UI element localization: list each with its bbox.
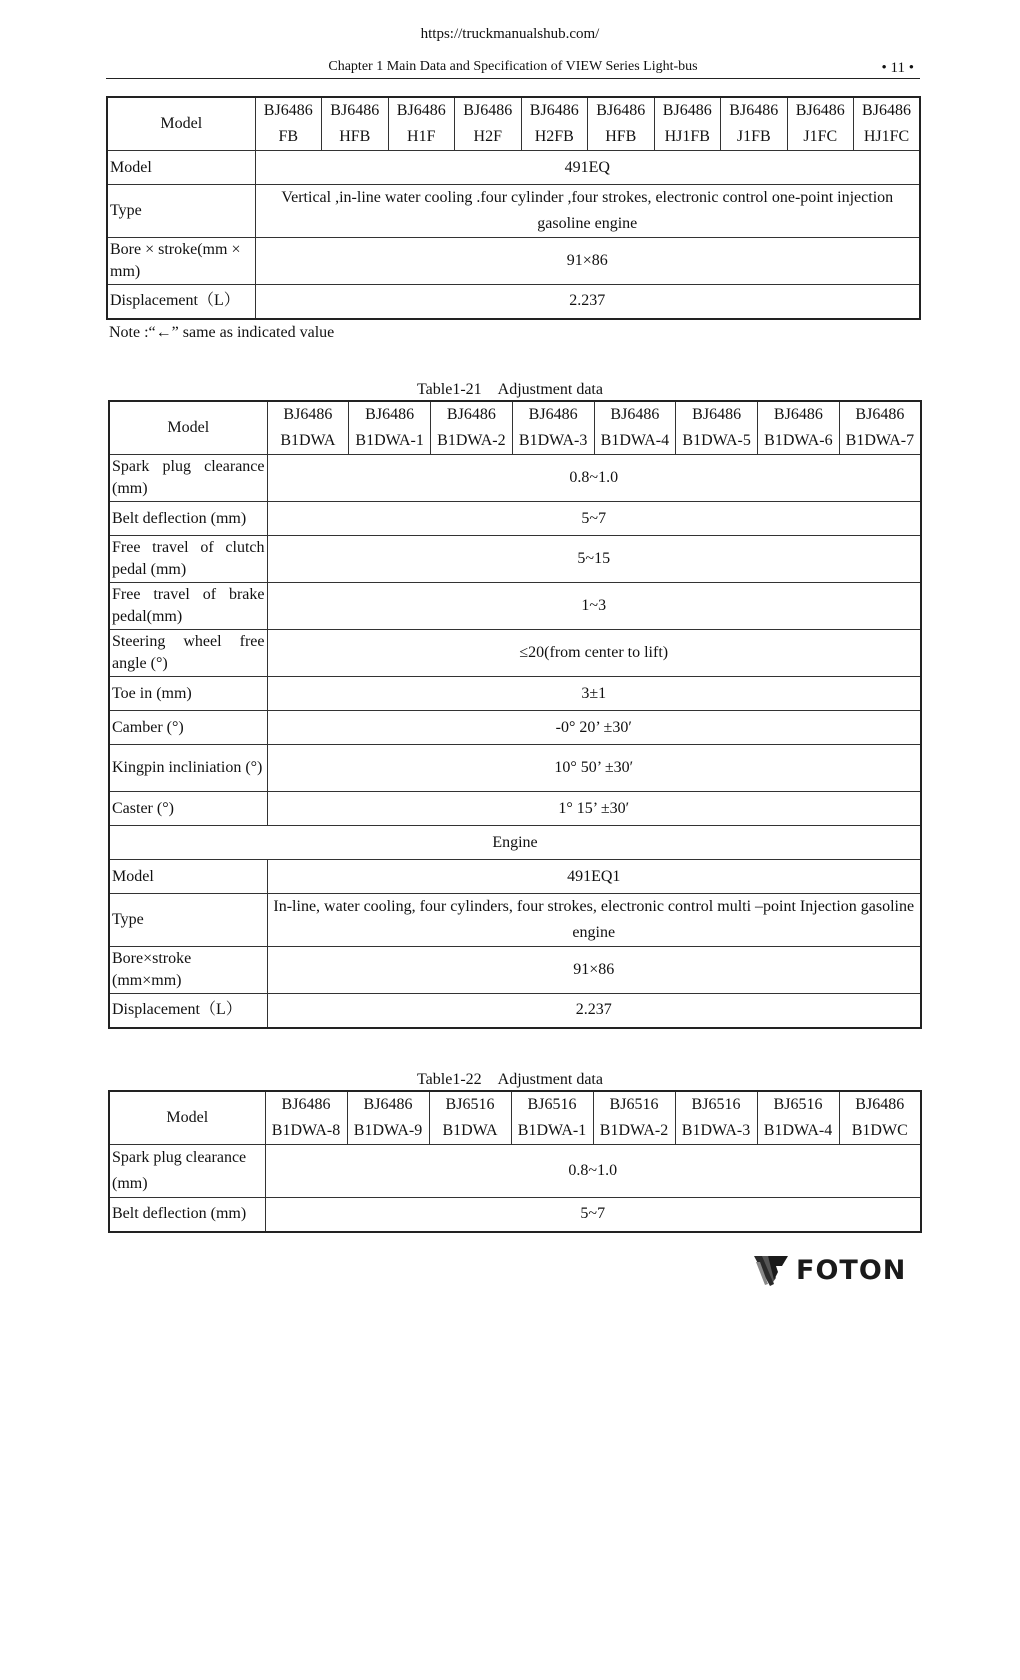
engine-spec-table [106, 96, 921, 320]
row-value: ≤20(from center to lift) [267, 630, 921, 677]
model-cell: BJ6486 B1DWA-3 [512, 401, 594, 455]
table-row [109, 502, 921, 536]
row-label: Spark plug clearance (mm) [109, 455, 267, 502]
row-label: Free travel of brake pedal(mm) [109, 583, 267, 630]
model-header: Model [107, 97, 255, 151]
row-value: -0° 20’ ±30′ [267, 711, 921, 745]
model-cell: BJ6486 B1DWA-4 [594, 401, 676, 455]
table-row [109, 745, 921, 792]
row-label: Bore×stroke (mm×mm) [109, 947, 267, 994]
row-value: 2.237 [267, 994, 921, 1028]
row-label: Free travel of clutch pedal (mm) [109, 536, 267, 583]
table-row [109, 1145, 921, 1198]
model-cell: BJ6486 J1FC [787, 97, 854, 151]
model-cell: BJ6486 FB [255, 97, 322, 151]
table-row [109, 1091, 921, 1145]
row-value: 10° 50’ ±30′ [267, 745, 921, 792]
table-row [107, 238, 920, 285]
row-label: Caster (°) [109, 792, 267, 826]
source-url: https://truckmanualshub.com/ [420, 26, 600, 42]
model-cell: BJ6486 HFB [322, 97, 389, 151]
table-row [109, 792, 921, 826]
row-value: 5~7 [265, 1198, 921, 1232]
model-cell: BJ6486 B1DWA [267, 401, 349, 455]
table-row [109, 711, 921, 745]
row-label: Model [107, 151, 255, 185]
row-value: In-line, water cooling, four cylinders, four strokes, electronic control multi –point Injection gasoline engine [267, 894, 921, 947]
model-header: Model [109, 1091, 265, 1145]
table-row [107, 97, 920, 151]
model-cell: BJ6516 B1DWA-4 [757, 1091, 839, 1145]
table-row [107, 151, 920, 185]
model-cell: BJ6486 H2FB [521, 97, 588, 151]
row-value: 491EQ [255, 151, 920, 185]
model-cell: BJ6486 H1F [388, 97, 455, 151]
model-cell: BJ6486 HJ1FC [854, 97, 921, 151]
row-label: Belt deflection (mm) [109, 502, 267, 536]
table-row [109, 1198, 921, 1232]
row-value: 5~7 [267, 502, 921, 536]
row-value: 1~3 [267, 583, 921, 630]
table-row [107, 185, 920, 238]
chapter-title: Chapter 1 Main Data and Specification of VIEW Series Light-bus [328, 59, 698, 74]
model-cell: BJ6486 HFB [588, 97, 655, 151]
row-label: Belt deflection (mm) [109, 1198, 265, 1232]
row-label: Camber (°) [109, 711, 267, 745]
row-value: 0.8~1.0 [265, 1145, 921, 1198]
model-cell: BJ6486 B1DWA-8 [265, 1091, 347, 1145]
row-label: Toe in (mm) [109, 677, 267, 711]
row-label: Bore × stroke(mm × mm) [107, 238, 255, 285]
model-cell: BJ6486 HJ1FB [654, 97, 721, 151]
row-value: 3±1 [267, 677, 921, 711]
table-row [109, 455, 921, 502]
table-row [109, 401, 921, 455]
model-cell: BJ6486 J1FB [721, 97, 788, 151]
page-header [106, 58, 920, 79]
engine-section-header: Engine [109, 826, 921, 860]
foton-logo [752, 1254, 922, 1288]
table-caption: Table1-22 Adjustment data [417, 1071, 603, 1088]
table-row [109, 677, 921, 711]
row-label: Model [109, 860, 267, 894]
page-number: • 11 • [881, 60, 914, 76]
row-value: 5~15 [267, 536, 921, 583]
row-label: Steering wheel free angle (°) [109, 630, 267, 677]
table-row [107, 285, 920, 319]
adjustment-data-table-1-22 [108, 1090, 922, 1233]
table-row [109, 630, 921, 677]
foton-logo-icon [752, 1254, 792, 1288]
model-cell: BJ6486 B1DWA-9 [347, 1091, 429, 1145]
model-cell: BJ6516 B1DWA-1 [511, 1091, 593, 1145]
logo-wordmark: FOTON [796, 1255, 907, 1286]
model-cell: BJ6486 B1DWA-7 [839, 401, 921, 455]
row-value: 91×86 [267, 947, 921, 994]
model-cell: BJ6486 B1DWA-1 [349, 401, 431, 455]
table-row [109, 860, 921, 894]
table-note: Note :“←” same as indicated value [109, 324, 335, 341]
model-header: Model [109, 401, 267, 455]
row-value: 91×86 [255, 238, 920, 285]
table-row [109, 536, 921, 583]
row-label: Spark plug clearance (mm) [109, 1145, 265, 1198]
model-cell: BJ6516 B1DWA-3 [675, 1091, 757, 1145]
table-row [109, 583, 921, 630]
row-label: Kingpin incliniation (°) [109, 745, 267, 792]
model-cell: BJ6486 B1DWA-6 [758, 401, 840, 455]
model-cell: BJ6486 B1DWA-2 [431, 401, 513, 455]
table-row [109, 826, 921, 860]
model-cell: BJ6486 B1DWA-5 [676, 401, 758, 455]
row-value: 1° 15’ ±30′ [267, 792, 921, 826]
adjustment-data-table-1-21 [108, 400, 922, 1029]
model-cell: BJ6516 B1DWA [429, 1091, 511, 1145]
model-cell: BJ6516 B1DWA-2 [593, 1091, 675, 1145]
row-label: Displacement（L） [107, 285, 255, 319]
row-label: Type [109, 894, 267, 947]
table-caption: Table1-21 Adjustment data [417, 381, 603, 398]
row-value: Vertical ,in-line water cooling .four cylinder ,four strokes, electronic control one-point injection gasoline engine [255, 185, 920, 238]
table-row [109, 994, 921, 1028]
row-value: 2.237 [255, 285, 920, 319]
row-value: 491EQ1 [267, 860, 921, 894]
table-row [109, 947, 921, 994]
row-value: 0.8~1.0 [267, 455, 921, 502]
row-label: Type [107, 185, 255, 238]
model-cell: BJ6486 H2F [455, 97, 522, 151]
table-row [109, 894, 921, 947]
model-cell: BJ6486 B1DWC [839, 1091, 921, 1145]
row-label: Displacement（L） [109, 994, 267, 1028]
